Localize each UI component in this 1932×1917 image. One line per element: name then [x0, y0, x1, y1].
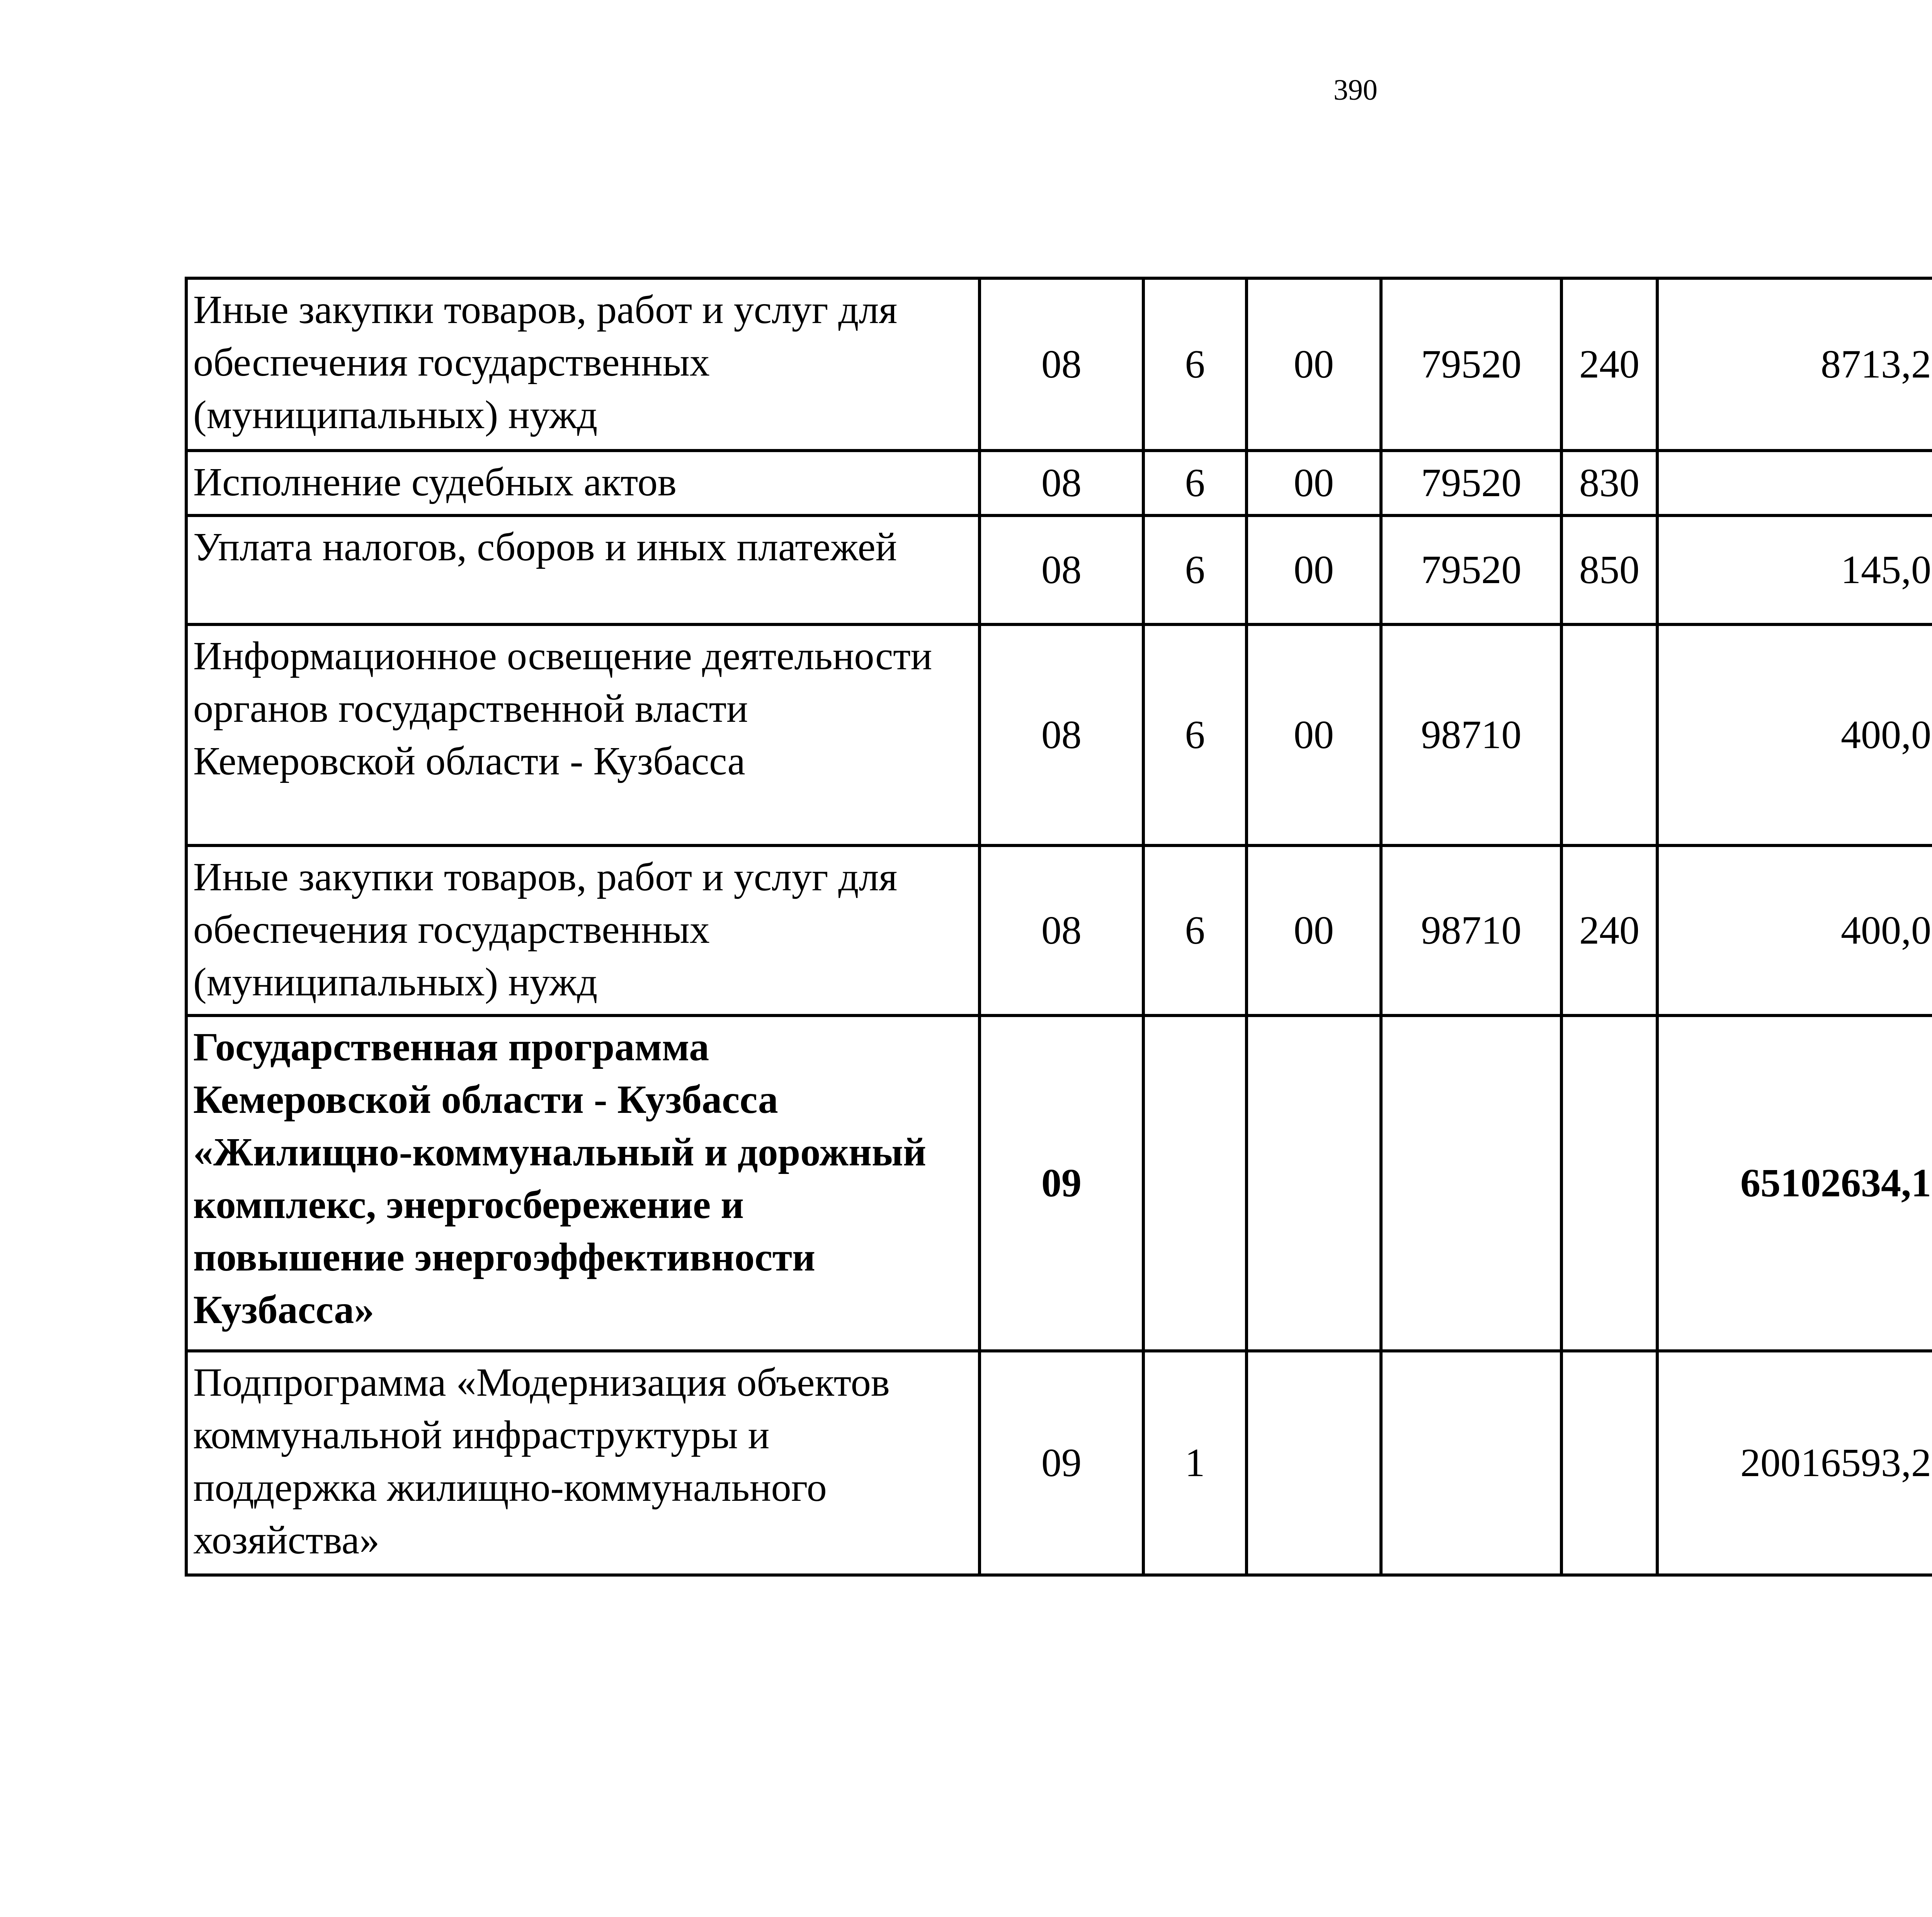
direction-code-cell: 79520 [1381, 278, 1561, 451]
row-name-line: Уплата налогов, сборов и иных платежей [193, 525, 897, 569]
amount-year1-cell: 65102634,1 [1657, 1015, 1932, 1351]
row-name-cell [186, 845, 980, 1015]
amount-year1-cell [1657, 451, 1932, 515]
direction-code-cell [1381, 1015, 1561, 1351]
subprogram-code-cell [1247, 1351, 1381, 1575]
table-body [186, 278, 1932, 1575]
row-name-line: «Жилищно-коммунальный и дорожный [193, 1130, 927, 1174]
row-name-cell [186, 1351, 980, 1575]
subprogram-code-cell: 00 [1247, 451, 1381, 515]
row-name-cell [186, 1015, 980, 1351]
row-name-line: повышение энергоэффективности [193, 1235, 816, 1279]
amount-year1-cell: 20016593,2 [1657, 1351, 1932, 1575]
program-code-cell: 6 [1143, 515, 1247, 624]
row-name-line: поддержка жилищно-коммунального [193, 1465, 827, 1510]
direction-code-cell: 79520 [1381, 515, 1561, 624]
subprogram-code-cell: 00 [1247, 278, 1381, 451]
table-row [186, 1351, 1932, 1575]
section-code-cell: 08 [980, 278, 1143, 451]
row-name-line: (муниципальных) нужд [193, 393, 598, 437]
section-code-cell: 08 [980, 451, 1143, 515]
row-name-line: Кузбасса» [193, 1288, 374, 1332]
expense-type-cell [1561, 1015, 1657, 1351]
subprogram-code-cell: 00 [1247, 515, 1381, 624]
direction-code-cell: 98710 [1381, 624, 1561, 845]
section-code-cell: 09 [980, 1015, 1143, 1351]
row-name-line: Иные закупки товаров, работ и услуг для [193, 287, 898, 332]
budget-table [185, 277, 1932, 1577]
row-name-line: Иные закупки товаров, работ и услуг для [193, 855, 898, 899]
expense-type-cell [1561, 1351, 1657, 1575]
program-code-cell: 1 [1143, 1351, 1247, 1575]
table-row [186, 278, 1932, 451]
section-code-cell: 08 [980, 845, 1143, 1015]
amount-year1-cell: 400,0 [1657, 624, 1932, 845]
section-code-cell: 08 [980, 515, 1143, 624]
page-number: 390 [1333, 74, 1378, 106]
table-row [186, 515, 1932, 624]
subprogram-code-cell: 00 [1247, 845, 1381, 1015]
program-code-cell: 6 [1143, 278, 1247, 451]
program-code-cell: 6 [1143, 624, 1247, 845]
subprogram-code-cell [1247, 1015, 1381, 1351]
table-row [186, 845, 1932, 1015]
row-name-line: Исполнение судебных актов [193, 460, 677, 504]
table-row [186, 1015, 1932, 1351]
section-code-cell: 08 [980, 624, 1143, 845]
row-name-line: обеспечения государственных [193, 907, 710, 952]
amount-year1-cell: 400,0 [1657, 845, 1932, 1015]
row-name-line: Государственная программа [193, 1025, 709, 1069]
program-code-cell [1143, 1015, 1247, 1351]
table-row [186, 451, 1932, 515]
direction-code-cell: 98710 [1381, 845, 1561, 1015]
expense-type-cell: 830 [1561, 451, 1657, 515]
row-name-line: Информационное освещение деятельности [193, 634, 932, 678]
program-code-cell: 6 [1143, 845, 1247, 1015]
section-code-cell: 09 [980, 1351, 1143, 1575]
subprogram-code-cell: 00 [1247, 624, 1381, 845]
row-name-line: Кемеровской области - Кузбасса [193, 1077, 778, 1122]
expense-type-cell: 240 [1561, 845, 1657, 1015]
row-name-line: Подпрограмма «Модернизация объектов [193, 1360, 890, 1405]
amount-year1-cell: 145,0 [1657, 515, 1932, 624]
amount-year1-cell: 8713,2 [1657, 278, 1932, 451]
row-name-line: коммунальной инфраструктуры и [193, 1413, 770, 1457]
row-name-cell [186, 278, 980, 451]
row-name-cell [186, 515, 980, 624]
expense-type-cell: 240 [1561, 278, 1657, 451]
row-name-line: хозяйства» [193, 1518, 380, 1562]
table-row [186, 624, 1932, 845]
direction-code-cell: 79520 [1381, 451, 1561, 515]
row-name-cell [186, 624, 980, 845]
expense-type-cell: 850 [1561, 515, 1657, 624]
row-name-line: Кемеровской области - Кузбасса [193, 739, 745, 783]
row-name-line: обеспечения государственных [193, 340, 710, 384]
row-name-line: (муниципальных) нужд [193, 960, 598, 1004]
row-name-line: комплекс, энергосбережение и [193, 1182, 744, 1227]
program-code-cell: 6 [1143, 451, 1247, 515]
row-name-cell [186, 451, 980, 515]
row-name-line: органов государственной власти [193, 686, 748, 731]
direction-code-cell [1381, 1351, 1561, 1575]
expense-type-cell [1561, 624, 1657, 845]
